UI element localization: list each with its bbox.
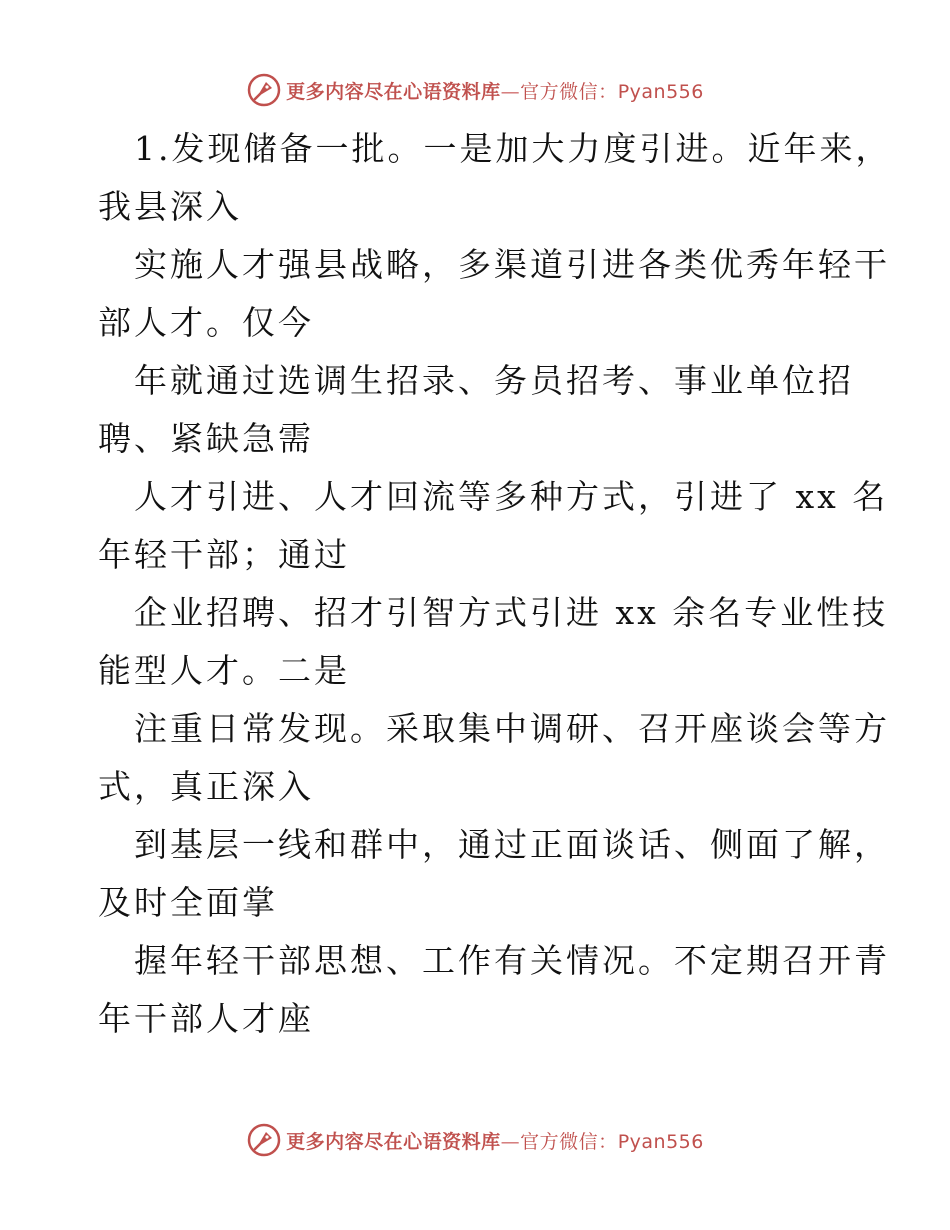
text-line: 到基层一线和群中，通过正面谈话、侧面了解， [134, 825, 890, 864]
text-line: 年轻干部；通过 [98, 535, 350, 574]
watermark-account: Pyan556 [617, 1130, 704, 1153]
watermark-wechat-label: 官方微信： [520, 1130, 618, 1153]
document-body [98, 120, 892, 1048]
text-line: 握年轻干部思想、工作有关情况。不定期召开青 [134, 941, 890, 980]
text-line: 1.发现储备一批。一是加大力度引进。近年来， [134, 129, 892, 168]
watermark-site-text: 更多内容尽在心语资料库 [286, 1130, 501, 1153]
watermark-account: Pyan556 [617, 80, 704, 103]
footer-watermark [0, 1118, 950, 1162]
paragraph [98, 120, 892, 1048]
text-line: 部人才。仅今 [98, 303, 314, 342]
watermark-site-text: 更多内容尽在心语资料库 [286, 80, 501, 103]
watermark-text [286, 77, 704, 104]
text-line: 年就通过选调生招录、务员招考、事业单位招 [134, 361, 854, 400]
watermark-separator: — [500, 1130, 521, 1153]
pen-nib-logo-icon [246, 1122, 282, 1158]
watermark-separator: — [500, 80, 521, 103]
text-line: 人才引进、人才回流等多种方式，引进了 xx 名 [134, 477, 889, 516]
text-line: 企业招聘、招才引智方式引进 xx 余名专业性技 [134, 593, 889, 632]
pen-nib-logo-icon [246, 72, 282, 108]
watermark-text [286, 1127, 704, 1154]
header-watermark [0, 68, 950, 112]
text-line: 能型人才。二是 [98, 651, 350, 690]
text-line: 聘、紧缺急需 [98, 419, 314, 458]
text-line: 式，真正深入 [98, 767, 314, 806]
text-line: 注重日常发现。采取集中调研、召开座谈会等方 [134, 709, 890, 748]
text-line: 年干部人才座 [98, 999, 314, 1038]
text-line: 及时全面掌 [98, 883, 278, 922]
text-line: 实施人才强县战略，多渠道引进各类优秀年轻干 [134, 245, 890, 284]
text-line: 我县深入 [98, 187, 242, 226]
watermark-wechat-label: 官方微信： [520, 80, 618, 103]
